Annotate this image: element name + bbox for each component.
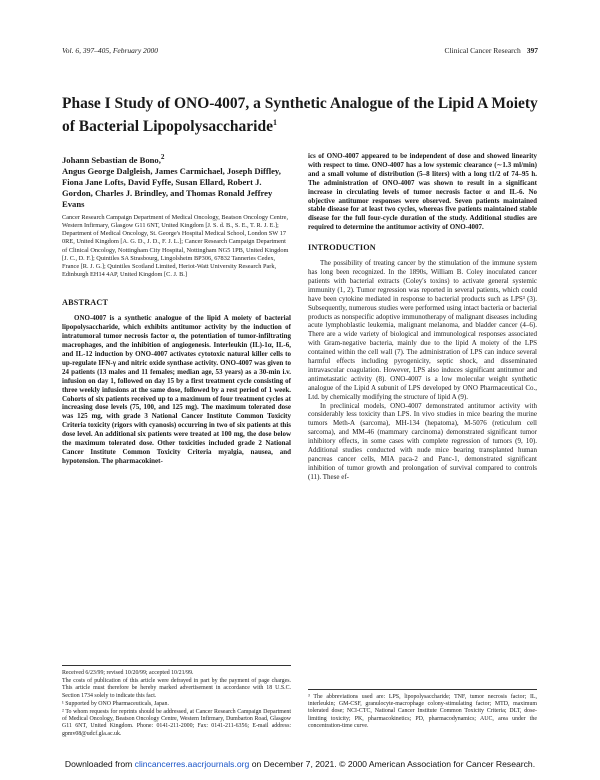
footnotes-right <box>308 689 537 731</box>
received-dates: Received 6/23/99; revised 10/20/99; accepted 10/21/99. <box>62 670 194 676</box>
footer-suffix: on December 7, 2021. © 2000 American Association for Cancer Research. <box>251 759 536 769</box>
other-authors: Angus George Dalgleish, James Carmichael, Joseph Diffley, Fiona Jane Lofts, David Fyffe, Susan Ellard, Robert J. Gordon, Charles J. Brindley, and Thomas Ronald Jeffrey Evans <box>62 165 281 209</box>
author-footnote-marker: 2 <box>160 153 165 161</box>
footer-prefix: Downloaded from <box>64 759 133 769</box>
page-number: 397 <box>526 46 538 55</box>
footnotes-left <box>62 665 291 739</box>
footnote-1: ¹ Supported by ONO Pharmaceuticals, Japan. <box>62 700 169 707</box>
running-header <box>62 46 538 58</box>
article-title-text: Phase I Study of ONO-4007, a Synthetic Analogue of the Lipid A Moiety of Bacterial Lipopolysaccharide <box>62 95 538 136</box>
journal-name <box>445 46 538 58</box>
download-footer <box>62 759 538 769</box>
introduction-heading: INTRODUCTION <box>308 243 376 253</box>
right-column <box>308 152 537 482</box>
publication-costs-note: The costs of publication of this article were defrayed in part by the payment of page charges. This article must therefore be hereby marked advertisement in accordance with 18 U.S.C. Section 1734 solely to indicate this fact. <box>62 678 291 699</box>
title-footnote-marker: 1 <box>272 118 277 127</box>
footnote-3: ³ The abbreviations used are: LPS, lipopolysaccharide; TNF, tumor necrosis factor; IL, interleukin; GM-CSF, granulocyte-macrophage colony-stimulating factor; MTD, maximum tolerated dose; NCI-CTC, National Cancer Institute Common Toxicity Criteria; DLT, dose-limiting toxicity; PK, pharmacokinetics; PD, pharmacodynamics; AUC, area under the concentration-time curve. <box>308 694 537 729</box>
left-column <box>62 152 291 478</box>
footer-link[interactable]: clincancerres.aacrjournals.org <box>134 759 250 769</box>
affiliations: Cancer Research Campaign Department of Medical Oncology, Beatson Oncology Centre, Western Infirmary, Glasgow G11 6NT, United Kingdom [J. S. d. B., S. E., T. R. J. E.]; Department of Medical Oncology, St. George's Hospital Medical School, London SW 17 0RE, United Kingdom [A. G. D., J. D., F. J. L.]; Cancer Research Campaign Department of Clinical Oncology, Nottingham City Hospital, Nottingham NG5 1PB, United Kingdom [J. C., D. F.]; Quintiles SA Strasbourg, Lingolsheim BP306, 67832 Tanneries Cedex, France [R. J. G.]; Quintiles Scotland Limited, Heriot-Watt University Research Park, Edinburgh EH14 4AP, United Kingdom [C. J. B.] <box>62 213 289 279</box>
introduction-para1: The possibility of treating cancer by the stimulation of the immune system has long been recognized. In the 1890s, William B. Coley inoculated cancer patients with bacterial extracts (Coley's toxins) to activate general systemic immunity (1, 2). Tumor regression was reported in several patients, which could have been cytokine mediated in response to bacterial products such as LPS³ (3). Subsequently, numerous studies were performed using intact bacteria or bacterial products as nonspecific adoptive immunotherapy of malignant diseases including acute lymphoblastic leukemia, malignant melanoma, and bladder cancer (4–6). There are a wide variety of biological and immunological responses associated with Gram-negative bacteria, mainly due to the lipid A moiety of the LPS contained within the cell wall (7). The administration of LPS can induce several harmful effects including pyrogenicity, septic shock, and disseminated intravascular coagulation. However, LPS also induces significant antitumor and antimetastatic activity (8). ONO-4007 is a low molecular weight synthetic analogue of the Lipid A subunit of LPS developed by ONO Pharmaceutical Co., Ltd. by chemically modifying the structure of lipid A (9). <box>308 259 537 401</box>
journal-title: Clinical Cancer Research <box>444 46 521 55</box>
author-list <box>62 152 291 210</box>
abstract-heading: ABSTRACT <box>62 298 109 308</box>
first-author: Johann Sebastian de Bono, <box>62 154 161 165</box>
abstract-part2: ics of ONO-4007 appeared to be independent of dose and showed linearity with respect to time. ONO-4007 has a low systemic clearance (∼1.3 ml/min) and a small volume of distribution (5–8 liters) with a long t1/2 of 74–95 h. The administration of ONO-4007 was shown to result in a significant increase in circulating levels of tumor necrosis factor α and IL-6. No objective antitumor responses were observed. Seven patients maintained stable disease for at least two cycles, whereas five patients maintained stable disease for the full four-cycle duration of the study. Additional studies are required to determine the antitumor activity of ONO-4007. <box>308 152 537 232</box>
introduction-para2: In preclinical models, ONO-4007 demonstrated antitumor activity with considerably less toxicity than LPS. In vivo studies in mice bearing the murine tumors Meth-A (sarcoma), MH-134 (hepatoma), M-5076 (reticulum cell sarcoma), and MM-46 (mammary carcinoma) demonstrated significant tumor inhibitory effects, in some cases with complete regression of tumors (9, 10). Additional studies conducted with nude mice bearing transplanted human pancreas cancer cells, MIA paca-2 and Panc-1, demonstrated significant inhibition of tumor growth and prolongation of survival compared to controls (11). These ef- <box>308 401 537 481</box>
footnote-2: ² To whom requests for reprints should be addressed, at Cancer Research Campaign Department of Medical Oncology, Beatson Oncology Centre, Western Infirmary, Dumbarton Road, Glasgow G11 6NT, United Kingdom. Phone: 0141-211-2000; Fax: 0141-211-6356; E-mail address: gpmv08@udcf.gla.ac.uk. <box>62 709 291 737</box>
journal-volume-info: Vol. 6, 397–405, February 2000 <box>62 46 159 55</box>
article-title <box>62 94 540 136</box>
abstract-part1: ONO-4007 is a synthetic analogue of the lipid A moiety of bacterial lipopolysaccharide, which exhibits antitumor activity by the induction of intratumoral tumor necrosis factor α, the potentiation of tumor-infiltrating macrophages, and the inhibition of angiogenesis. Interleukin (IL)-1α, IL-6, and IL-12 induction by ONO-4007 activates cytotoxic natural killer cells to up-regulate IFN-γ and nitric oxide synthase activity. ONO-4007 was given to 24 patients (13 males and 11 females; median age, 53 years) as a 30-min i.v. infusion on day 1, followed on day 15 by a first treatment cycle consisting of three weekly infusions at the same dose, followed by a rest period of 1 week. Cohorts of six patients received up to a maximum of four treatment cycles at increasing dose levels (75, 100, and 125 mg). The maximum tolerated dose was 125 mg, with grade 3 National Cancer Institute Common Toxicity Criteria toxicity (rigors with cyanosis) occurring in two of six patients at this dose level. An additional six patients were treated at 100 mg, the dose below the maximum tolerated dose. Other toxicities included grade 2 National Cancer Institute Common Toxicity Criteria myalgia, nausea, and hypotension. The pharmacokinet- <box>62 314 291 465</box>
